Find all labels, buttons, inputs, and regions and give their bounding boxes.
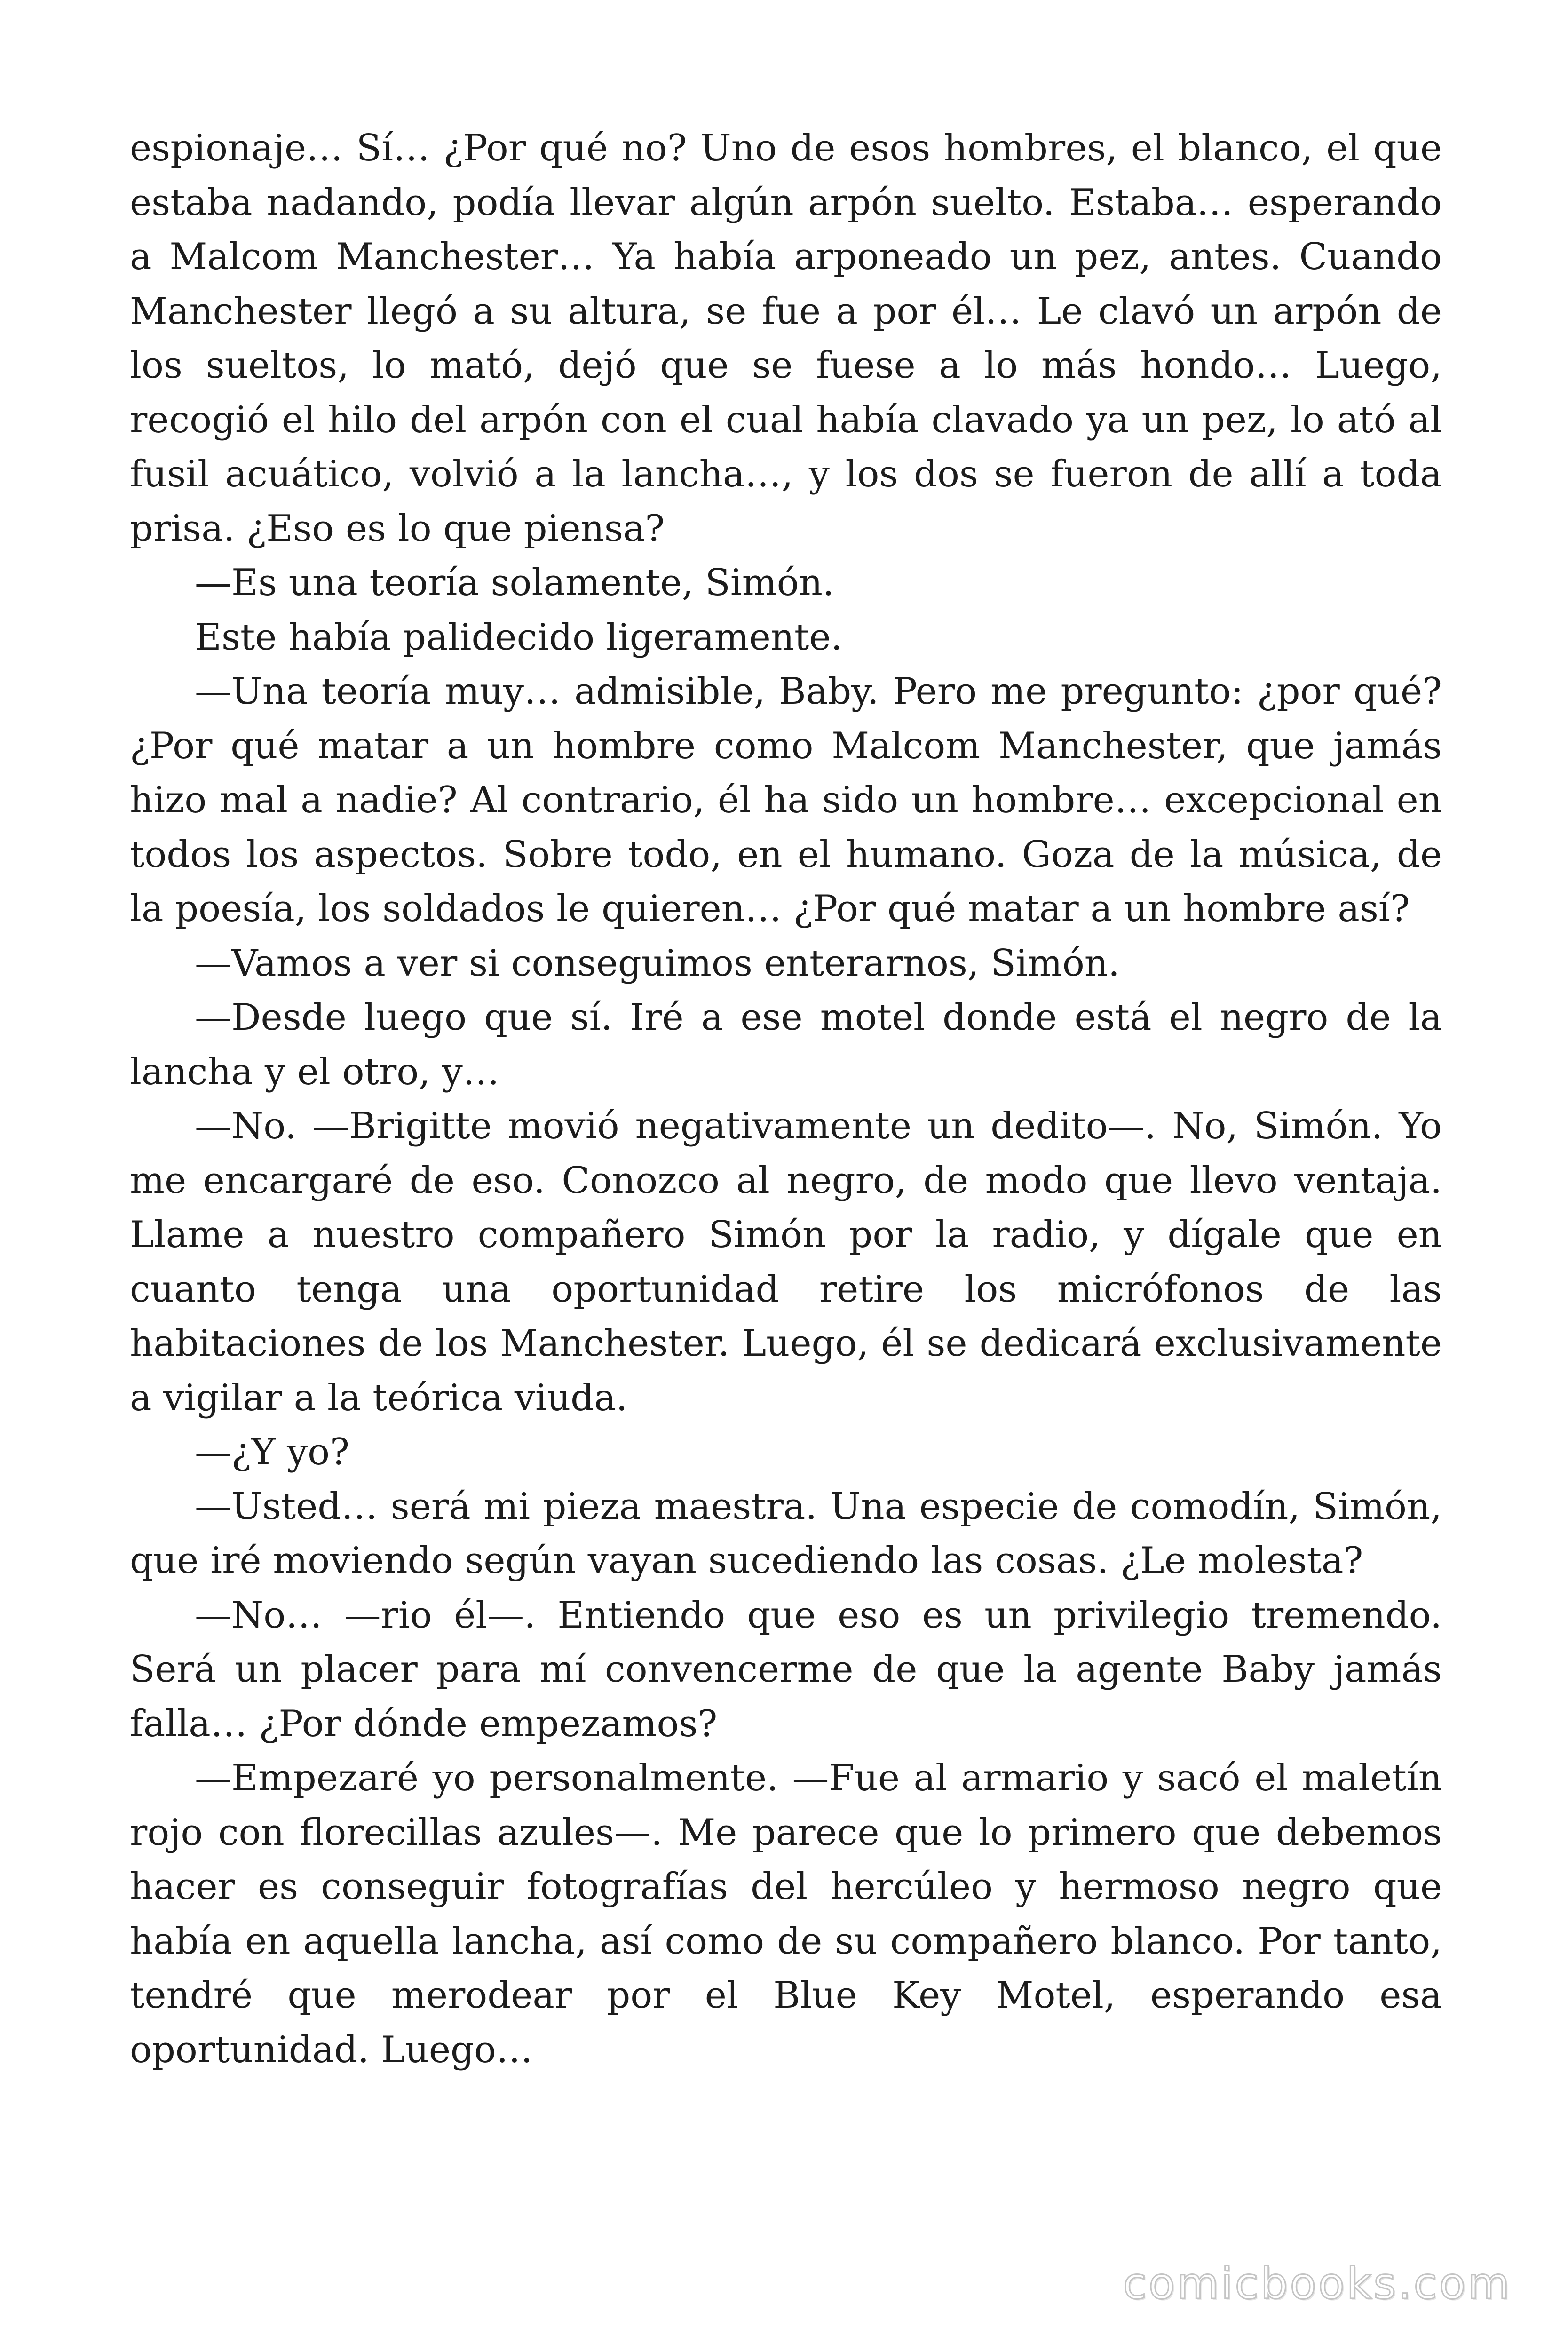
paragraph: Este había palidecido ligeramente. bbox=[195, 616, 843, 659]
paragraph: —Vamos a ver si conseguimos enterarnos, Simón. bbox=[195, 942, 1120, 985]
paragraph: —¿Y yo? bbox=[195, 1431, 349, 1473]
paragraph: —Desde luego que sí. Iré a ese motel donde está el negro de la lancha y el otro, y… bbox=[130, 996, 1442, 1093]
watermark: comicbooks.com bbox=[1123, 2258, 1512, 2309]
paragraph: —Es una teoría solamente, Simón. bbox=[195, 562, 834, 604]
paragraph: —No… —rio él—. Entiendo que eso es un privilegio tremendo. Será un placer para mí convencerme de que la agente Baby jamás falla… ¿Por dónde empezamos? bbox=[130, 1594, 1442, 1745]
paragraph: —No. —Brigitte movió negativamente un dedito—. No, Simón. Yo me encargaré de eso. Conozco al negro, de modo que llevo ventaja. Llame a nuestro compañero Simón por la radio, y dígale que en cuanto tenga una oportunidad retire los micrófonos de las habitaciones de los Manchester. Luego, él se dedicará exclusivamente a vigilar a la teórica viuda. bbox=[130, 1105, 1442, 1419]
paragraph: —Una teoría muy… admisible, Baby. Pero me pregunto: ¿por qué? ¿Por qué matar a un hombre como Malcom Manchester, que jamás hizo mal a nadie? Al contrario, él ha sido un hombre… excepcional en todos los aspectos. Sobre todo, en el humano. Goza de la música, de la poesía, los soldados le quieren… ¿Por qué matar a un hombre así? bbox=[130, 670, 1442, 930]
paragraph: —Empezaré yo personalmente. —Fue al armario y sacó el maletín rojo con florecillas azules—. Me parece que lo primero que debemos hacer es conseguir fotografías del hercúleo y hermoso negro que había en aquella lancha, así como de su compañero blanco. Por tanto, tendré que merodear por el Blue Key Motel, esperando esa oportunidad. Luego… bbox=[130, 1757, 1442, 2071]
body-text bbox=[130, 121, 1442, 2077]
paragraph: espionaje… Sí… ¿Por qué no? Uno de esos hombres, el blanco, el que estaba nadando, podía llevar algún arpón suelto. Estaba… esperando a Malcom Manchester… Ya había arponeado un pez, antes. Cuando Manchester llegó a su altura, se fue a por él… Le clavó un arpón de los sueltos, lo mató, dejó que se fuese a lo más hondo… Luego, recogió el hilo del arpón con el cual había clavado ya un pez, lo ató al fusil acuático, volvió a la lancha…, y los dos se fueron de allí a toda prisa. ¿Eso es lo que piensa? bbox=[130, 127, 1442, 550]
paragraph: —Usted… será mi pieza maestra. Una especie de comodín, Simón, que iré moviendo según vayan sucediendo las cosas. ¿Le molesta? bbox=[130, 1485, 1442, 1582]
